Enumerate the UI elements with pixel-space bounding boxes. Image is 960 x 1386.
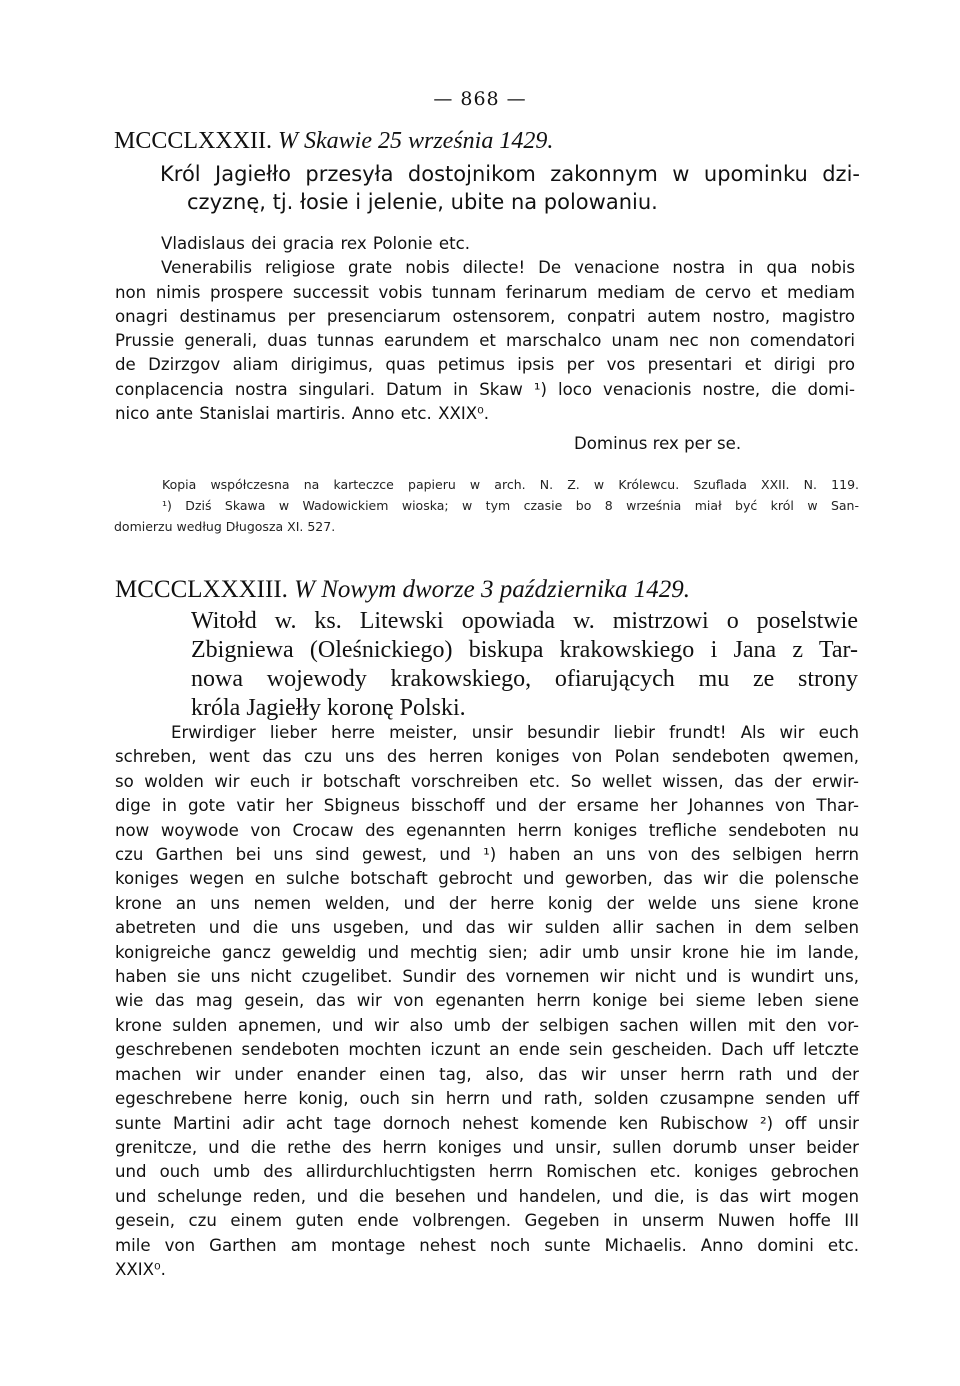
text-line: und ouch umb des allirdurchluchtigsten herrn Romischen etc. koniges gebrochen	[115, 1162, 859, 1182]
text-line: mile von Garthen am montage nehest noch sunte Michaelis. Anno domini etc.	[115, 1235, 859, 1255]
entry-place-date: W Skawie 25 września 1429.	[278, 128, 554, 154]
text-line: grenitcze, und die rethe des herrn koniges und unsir, sullen dorumb unser beider	[115, 1137, 859, 1157]
text-line: de Dzirzgov aliam dirigimus, quas petimus ipsis per vos presentari et dirigi pro	[115, 355, 855, 375]
signature-line: Dominus rex per se.	[574, 434, 742, 453]
text-line: now woywode von Crocaw des egenannten herrn koniges trefliche sendeboten nu	[115, 820, 859, 840]
text-line: haben sie uns nicht czugelibet. Sundir des vornemen wir nicht und is wundirt uns,	[115, 967, 859, 987]
footnotes	[114, 474, 859, 537]
text-line: krone an uns nemen welden, und der herre konig der welde uns siene krone	[115, 893, 859, 913]
text-line: gesein, czu einem guten ende volbrengen. Gegeben in unserm Nuwen hoffe III	[115, 1211, 859, 1231]
text-line: Venerabilis religiose grate nobis dilecte! De venacione nostra in qua nobis	[161, 258, 855, 278]
text-line: schreben, went das czu uns des herren koniges von Polan sendeboten qwemen,	[115, 747, 859, 767]
text-line: geschrebenen sendeboten mochten iczunt an ende sein gescheiden. Dach uff letczte	[115, 1040, 859, 1060]
page-number: — 868 —	[433, 88, 527, 110]
text-line: egeschrebene herre konig, ouch sin herrn und rath, solden czusampne senden uff	[115, 1089, 859, 1109]
entry-regest	[160, 160, 860, 216]
footnote-line: ¹) Dziś Skawa w Wadowickiem wioska; w tym czasie bo 8 września miał być król w San-	[162, 498, 859, 513]
text-line: Erwirdiger lieber herre meister, unsir besundir liebir frundt! Als wir euch	[171, 723, 859, 742]
text-line: machen wir under enander einen tag, also, das wir unser herrn rath und der	[115, 1064, 859, 1084]
text-line: Prussie generali, duas tunnas earundem et marschalco unam nec non comendatori	[115, 331, 855, 351]
text-line: czu Garthen bei uns sind gewest, und ¹) haben an uns von des selbigen herrn	[115, 845, 859, 865]
regest-line: króla Jagiełły koronę Polski.	[191, 695, 466, 721]
regest-line: Zbigniewa (Oleśnickiego) biskupa krakowskiego i Jana z Tar-	[191, 637, 858, 663]
regest-line: czyznę, tj. łosie i jelenie, ubite na polowaniu.	[187, 190, 658, 214]
text-line: XXIX⁰.	[115, 1259, 166, 1279]
text-line: conplacencia nostra singulari. Datum in Skaw ¹) loco venacionis nostre, die domi-	[115, 379, 855, 399]
entry-place-date: W Nowym dworze 3 października 1429.	[294, 576, 690, 603]
text-line: nico ante Stanislai martiris. Anno etc. XXIX⁰.	[115, 404, 490, 424]
text-line: konigreiche gancz geweldig und mechtig sien; adir umb unsir krone hie im lande,	[115, 942, 859, 962]
text-line: und schelunge reden, und die besehen und handelen, und die, is das wirt mogen	[115, 1186, 859, 1206]
text-line: onagri destinamus per presenciarum ostensorem, conpatri autem nostro, magistro	[115, 306, 855, 326]
entry-heading	[114, 128, 864, 154]
regest-line: Król Jagiełło przesyła dostojnikom zakonnym w upominku dzi-	[160, 162, 860, 186]
text-line: so wolden wir euch ir botschaft vorschreiben etc. So wellet wissen, das der erwir-	[115, 771, 859, 791]
text-line: koniges wegen en sulche botschaft gebrocht und geworben, das wir die polensche	[115, 869, 859, 889]
text-line: non nimis prospere successit vobis tunnam ferinarum mediam de cervo et mediam	[115, 282, 855, 302]
footnote-line: Kopia współczesna na karteczce papieru w arch. N. Z. w Królewcu. Szuflada XXII. N. 119.	[162, 477, 859, 492]
text-line: sunte Martini adir acht tage dornoch nehest komende ken Rubischow ²) off unsir	[115, 1113, 859, 1133]
text-line: Vladislaus dei gracia rex Polonie etc.	[161, 234, 470, 253]
regest-line: nowa wojewody krakowskiego, ofiarujących mu ze strony	[191, 666, 858, 692]
entry-heading	[115, 576, 865, 603]
regest-line: Witołd w. ks. Litewski opowiada w. mistrzowi o poselstwie	[191, 608, 858, 634]
text-line: dige in gote vatir her Sbigneus bisschoff und der ersame her Johannes von Thar-	[115, 796, 859, 816]
text-line: krone sulden apnemen, und wir also umb der selbigen sachen willen mit den vor-	[115, 1015, 859, 1035]
entry-number: MCCCLXXXIII.	[115, 576, 288, 603]
document-text	[115, 232, 855, 426]
text-line: wie das mag gesein, das wir von egenanten herrn konige bei sieme leben siene	[115, 991, 859, 1011]
document-text	[115, 721, 859, 1282]
text-line: abetreten und die uns usgeben, und das wir sulden allir sachen in dem selben	[115, 918, 859, 938]
entry-regest	[191, 607, 858, 723]
footnote-line: domierzu według Długosza XI. 527.	[114, 519, 336, 534]
entry-number: MCCCLXXXII.	[114, 128, 273, 154]
